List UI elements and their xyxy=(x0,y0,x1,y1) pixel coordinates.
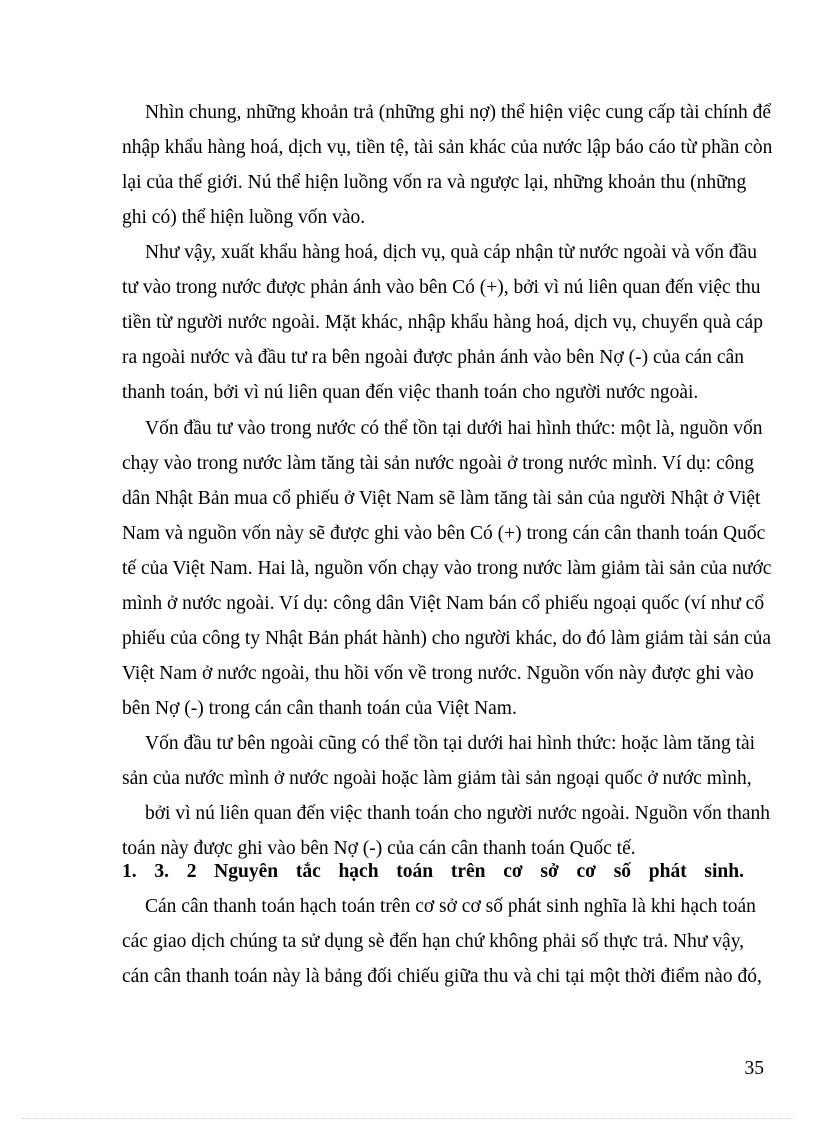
paragraph-3-line-4: Nam và nguồn vốn này sẽ được ghi vào bên Có (+) trong cán cân thanh toán Quốc xyxy=(122,523,766,544)
paragraph-1-line-1: Nhìn chung, những khoản trả (những ghi nợ) thể hiện việc cung cấp tài chính để xyxy=(145,102,772,123)
paragraph-3-line-6: mình ở nước ngoài. Ví dụ: công dân Việt Nam bán cổ phiếu ngoại quốc (ví như cổ xyxy=(122,593,765,614)
paragraph-3-line-9: bên Nợ (-) trong cán cân thanh toán của Việt Nam. xyxy=(122,698,517,719)
paragraph-1-line-3: lại của thế giới. Nú thể hiện luồng vốn ra và ngược lại, những khoản thu (những xyxy=(122,172,747,193)
paragraph-3-line-1: Vốn đầu tư vào trong nước có thể tồn tại dưới hai hình thức: một là, nguồn vốn xyxy=(145,418,763,439)
paragraph-5-line-3: cán cân thanh toán này là bảng đối chiếu giữa thu và chi tại một thời điểm nào đó, xyxy=(122,966,762,987)
paragraph-1-line-2: nhập khẩu hàng hoá, dịch vụ, tiền tệ, tài sản khác của nước lập báo cáo từ phần còn xyxy=(122,137,773,158)
paragraph-1-line-4: ghi có) thể hiện luồng vốn vào. xyxy=(122,207,366,228)
paragraph-3-line-3: dân Nhật Bản mua cổ phiếu ở Việt Nam sẽ làm tăng tài sản của người Nhật ở Việt xyxy=(122,488,761,509)
paragraph-2-line-4: ra ngoài nước và đầu tư ra bên ngoài được phản ánh vào bên Nợ (-) của cán cân xyxy=(122,347,744,368)
paragraph-3-line-8: Việt Nam ở nước ngoài, thu hồi vốn về trong nước. Nguồn vốn này được ghi vào xyxy=(122,663,754,684)
paragraph-2-line-2: tư vào trong nước được phản ánh vào bên Có (+), bởi vì nú liên quan đến việc thu xyxy=(122,277,761,298)
page-number: 35 xyxy=(744,1058,764,1079)
paragraph-3-line-2: chạy vào trong nước làm tăng tài sản nước ngoài ở trong nước mình. Ví dụ: công xyxy=(122,453,755,474)
page-bottom-rule xyxy=(22,1118,794,1119)
section-heading: 1. 3. 2 Nguyên tắc hạch toán trên cơ sở cơ số phát sinh. xyxy=(122,861,744,882)
paragraph-3-line-7: phiếu của công ty Nhật Bản phát hành) cho người khác, do đó làm giảm tài sản của xyxy=(122,628,772,649)
paragraph-2-line-5: thanh toán, bởi vì nú liên quan đến việc thanh toán cho người nước ngoài. xyxy=(122,382,699,403)
paragraph-4-line-2: sản của nước mình ở nước ngoài hoặc làm giảm tài sản ngoại quốc ở nước mình, xyxy=(122,768,752,789)
paragraph-4-line-4: toán này được ghi vào bên Nợ (-) của cán cân thanh toán Quốc tế. xyxy=(122,838,636,859)
paragraph-3-line-5: tế của Việt Nam. Hai là, nguồn vốn chạy vào trong nước làm giảm tài sản của nước xyxy=(122,558,772,579)
paragraph-2-line-3: tiền từ người nước ngoài. Mặt khác, nhập khẩu hàng hoá, dịch vụ, chuyển quà cáp xyxy=(122,312,763,333)
paragraph-4-line-3: bởi vì nú liên quan đến việc thanh toán cho người nước ngoài. Nguồn vốn thanh xyxy=(145,803,771,824)
paragraph-2-line-1: Như vậy, xuất khẩu hàng hoá, dịch vụ, quà cáp nhận từ nước ngoài và vốn đầu xyxy=(145,242,758,263)
paragraph-5-line-1: Cán cân thanh toán hạch toán trên cơ sở cơ số phát sinh nghĩa là khi hạch toán xyxy=(145,896,756,917)
paragraph-5-line-2: các giao dịch chúng ta sử dụng sè đến hạn chứ không phải số thực trả. Như vậy, xyxy=(122,931,745,952)
paragraph-4-line-1: Vốn đầu tư bên ngoài cũng có thể tồn tại dưới hai hình thức: hoặc làm tăng tài xyxy=(145,733,756,754)
